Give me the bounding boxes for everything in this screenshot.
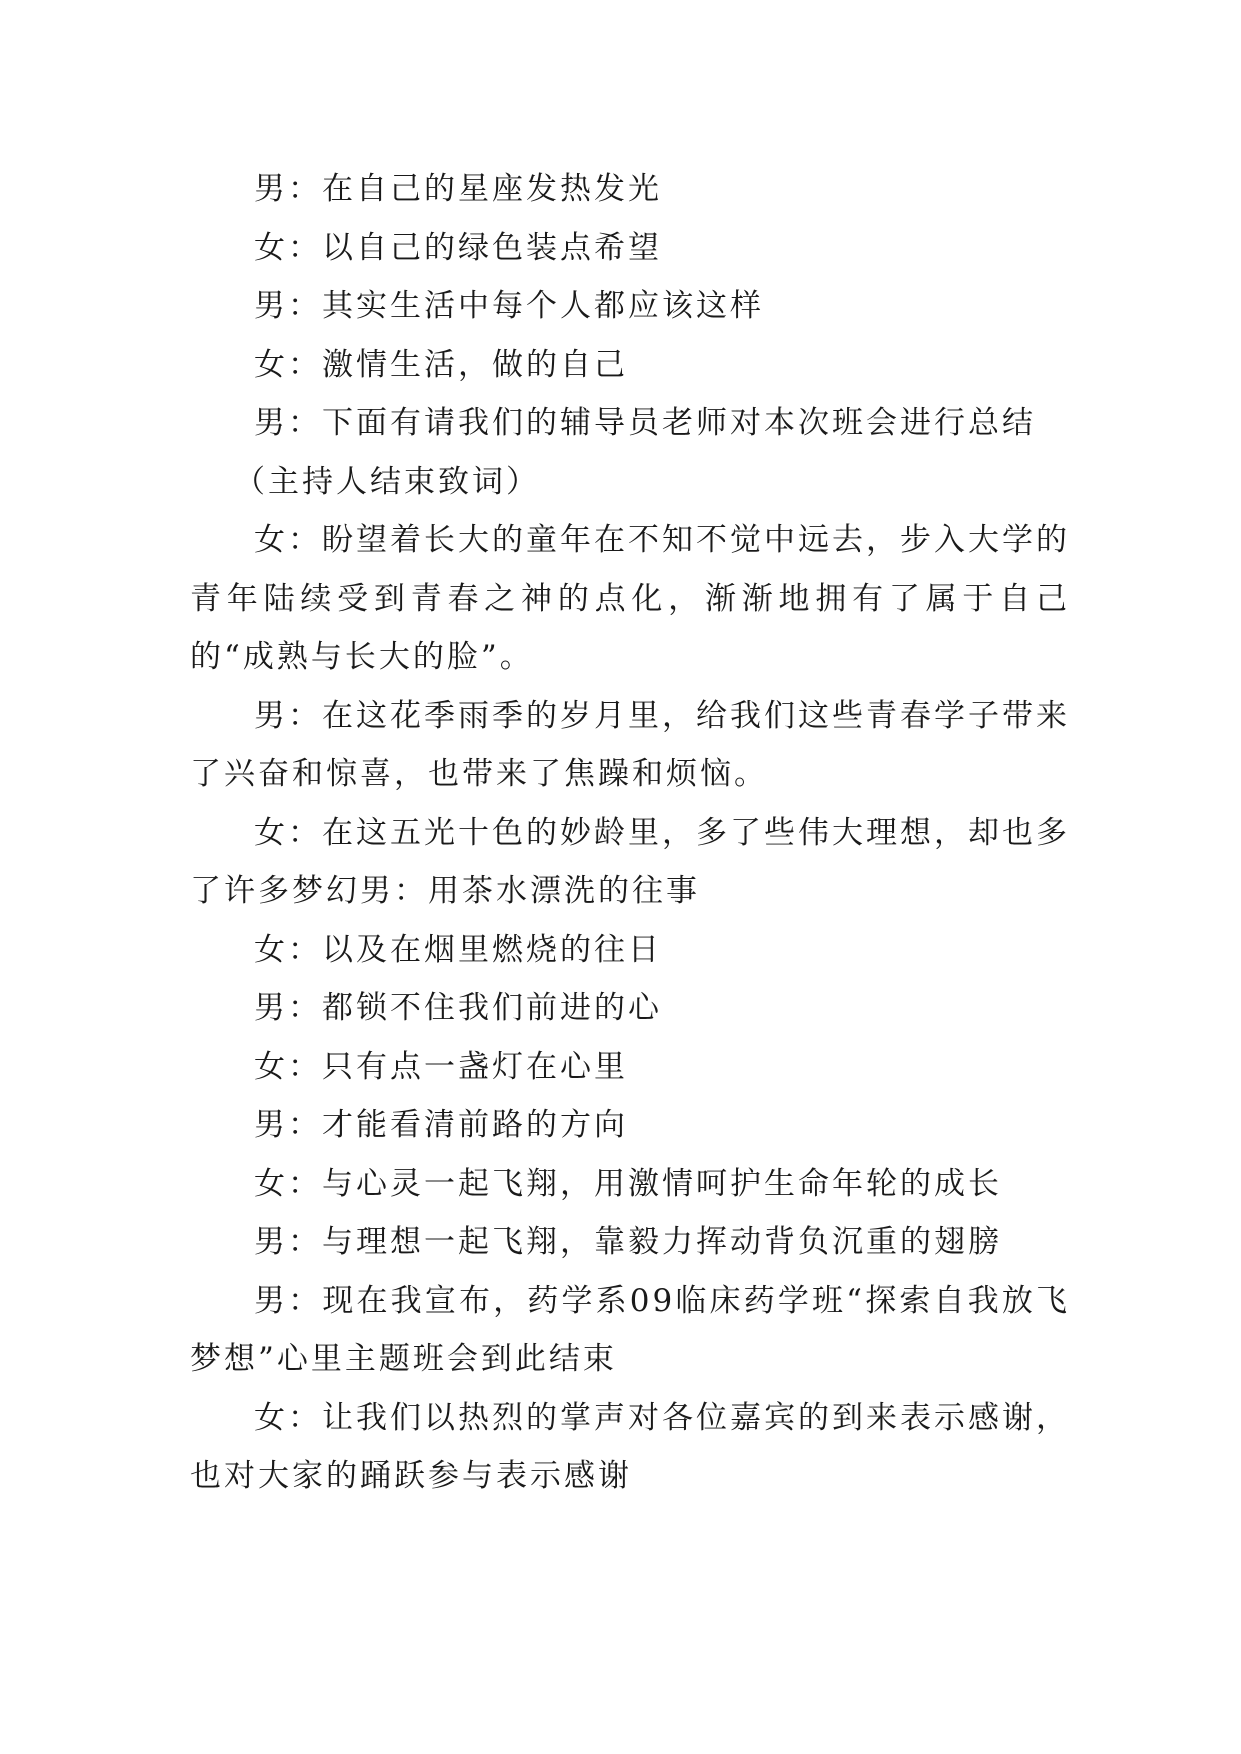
paragraph: 男：下面有请我们的辅导员老师对本次班会进行总结 — [254, 405, 1036, 441]
paragraph: 女：激情生活，做的自己 — [254, 346, 628, 383]
paragraph: 男：与理想一起飞翔，靠毅力挥动背负沉重的翅膀 — [254, 1224, 1002, 1260]
paragraph: 女：以自己的绿色装点希望 — [254, 229, 662, 266]
paragraph: 女：在这五光十色的妙龄里，多了些伟大理想，却也多了许多梦幻男：用茶水漂洗的往事 — [190, 814, 1070, 909]
paragraph: 女：盼望着长大的童年在不知不觉中远去，步入大学的青年陆续受到青春之神的点化，渐渐地拥有了属于自己的“成熟与长大的脸”。 — [190, 522, 1070, 675]
paragraph: 男：在自己的星座发热发光 — [254, 171, 662, 207]
paragraph: 男：才能看清前路的方向 — [254, 1107, 628, 1143]
paragraph: 男：在这花季雨季的岁月里，给我们这些青春学子带来了兴奋和惊喜，也带来了焦躁和烦恼。 — [190, 697, 1070, 792]
paragraph: 女：只有点一盏灯在心里 — [254, 1048, 628, 1085]
paragraph: 男：其实生活中每个人都应该这样 — [254, 288, 764, 324]
document-body — [190, 160, 1070, 1506]
paragraph: 女：以及在烟里燃烧的往日 — [254, 931, 662, 968]
paragraph: 男：现在我宣布，药学系09临床药学班“探索自我放飞梦想”心里主题班会到此结束 — [190, 1282, 1070, 1377]
paragraph: 女：与心灵一起飞翔，用激情呵护生命年轮的成长 — [254, 1165, 1002, 1202]
paragraph: 男：都锁不住我们前进的心 — [254, 990, 662, 1026]
paragraph: 女：让我们以热烈的掌声对各位嘉宾的到来表示感谢，也对大家的踊跃参与表示感谢 — [190, 1399, 1070, 1494]
stage-direction: （主持人结束致词） — [234, 463, 540, 500]
